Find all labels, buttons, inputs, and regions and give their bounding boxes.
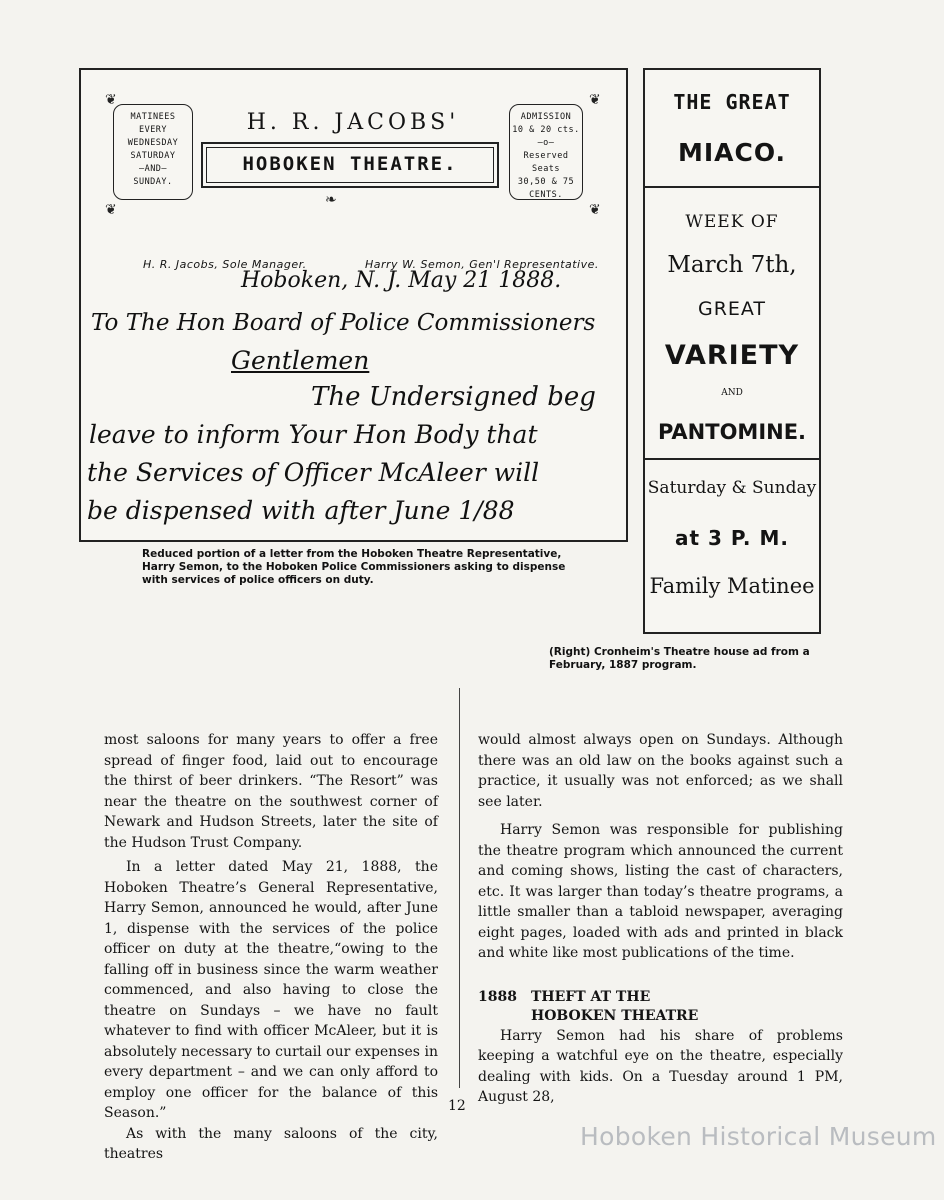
ad-line: Family Matinee <box>649 574 815 598</box>
letter-caption: Reduced portion of a letter from the Hoboken Theatre Representative, Harry Semon, to the Hoboken Police Commissioners asking to dispense with services of police officers on duty. <box>142 548 566 586</box>
letter-body-line: the Services of Officer McAleer will <box>87 458 540 487</box>
theatre-name: HOBOKEN THEATRE. <box>242 153 458 175</box>
letterhead <box>103 90 607 280</box>
left-column <box>104 730 438 1165</box>
paragraph: Harry Semon had his share of problems keeping a watchful eye on the theatre, especially dealing with kids. On a Tuesday around 1 PM, August 28, <box>478 1027 843 1105</box>
letter-salutation-line: To The Hon Board of Police Commissioners <box>91 310 596 336</box>
ad-rule <box>645 458 819 460</box>
representative-line: Harry W. Semon, Gen'l Representative. <box>365 258 599 271</box>
ornament-icon: ❦ <box>105 202 117 218</box>
matinees-box: MATINEES EVERY WEDNESDAY SATURDAY —AND— SUNDAY. <box>113 104 193 200</box>
paragraph: would almost always open on Sundays. Although there was an old law on the books against such a practice, it usually was not enforced; as we shall see later. <box>478 732 843 810</box>
ad-line: PANTOMINE. <box>657 420 807 444</box>
ad-line: at 3 P. M. <box>675 526 789 550</box>
heading-line: HOBOKEN THEATRE <box>531 1007 699 1024</box>
theatre-house-ad <box>643 68 821 634</box>
manager-line: H. R. Jacobs, Sole Manager. <box>143 258 307 271</box>
proprietor-name: H. R. JACOBS' <box>246 110 460 135</box>
museum-watermark: Hoboken Historical Museum <box>580 1122 937 1151</box>
ad-rule <box>645 186 819 188</box>
ad-line: Saturday & Sunday <box>647 478 817 498</box>
ornament-icon: ❦ <box>589 92 601 108</box>
ad-line: VARIETY <box>664 340 800 371</box>
ad-line: March 7th, <box>667 252 797 278</box>
section-heading <box>478 988 843 1026</box>
ad-line: THE GREAT <box>673 90 791 114</box>
heading-line: THEFT AT THE <box>531 988 651 1005</box>
ad-caption: (Right) Cronheim's Theatre house ad from a February, 1887 program. <box>549 646 810 671</box>
letter-body-line: be dispensed with after June 1/88 <box>87 496 515 525</box>
ornament-icon: ❧ <box>325 192 337 208</box>
ad-line: AND <box>721 388 743 398</box>
theatre-name-box <box>201 142 499 188</box>
ad-line: WEEK OF <box>685 212 779 232</box>
letter-body-line: leave to inform Your Hon Body that <box>89 420 538 449</box>
letter-gentlemen: Gentlemen <box>231 346 370 375</box>
ad-line: MIACO. <box>677 138 787 167</box>
heading-year: 1888 <box>478 988 517 1005</box>
right-column <box>478 730 843 1108</box>
letter-body-line: The Undersigned beg <box>311 382 596 412</box>
paragraph: As with the many saloons of the city, theatres <box>104 1125 438 1162</box>
letter-facsimile <box>79 68 628 542</box>
ad-line: GREAT <box>697 298 767 320</box>
page-number: 12 <box>448 1098 466 1114</box>
column-divider <box>459 688 460 1088</box>
admission-box: ADMISSION 10 & 20 cts. —o— Reserved Seats 30,50 & 75 CENTS. <box>509 104 583 200</box>
ornament-icon: ❦ <box>589 202 601 218</box>
letter-dateline: Hoboken, N. J. May 21 1888. <box>241 268 562 293</box>
paragraph: Harry Semon was responsible for publishing the theatre program which announced the current and coming shows, listing the cast of characters, etc. It was larger than today’s theatre programs, a little smaller than a tabloid newspaper, averaging eight pages, loaded with ads and printed in black and white like most publications of the time. <box>478 822 843 961</box>
paragraph: most saloons for many years to offer a free spread of finger food, laid out to encourage the thirst of beer drinkers. “The Resort” was near the theatre on the southwest corner of Newark and Hudson Streets, later the site of the Hudson Trust Company. <box>104 732 438 851</box>
ornament-icon: ❦ <box>105 92 117 108</box>
paragraph: In a letter dated May 21, 1888, the Hoboken Theatre’s General Representative, Harry Semon, announced he would, after June 1, dispense with the services of the police officer on duty at the theatre,“owing to the falling off in business since the warm weather commenced, and also having to close the theatre on Sundays – we have no fault whatever to find with officer McAleer, but it is absolutely necessary to curtail our expenses in every department – and we can only afford to employ one officer for the balance of this Season.” <box>104 859 438 1121</box>
